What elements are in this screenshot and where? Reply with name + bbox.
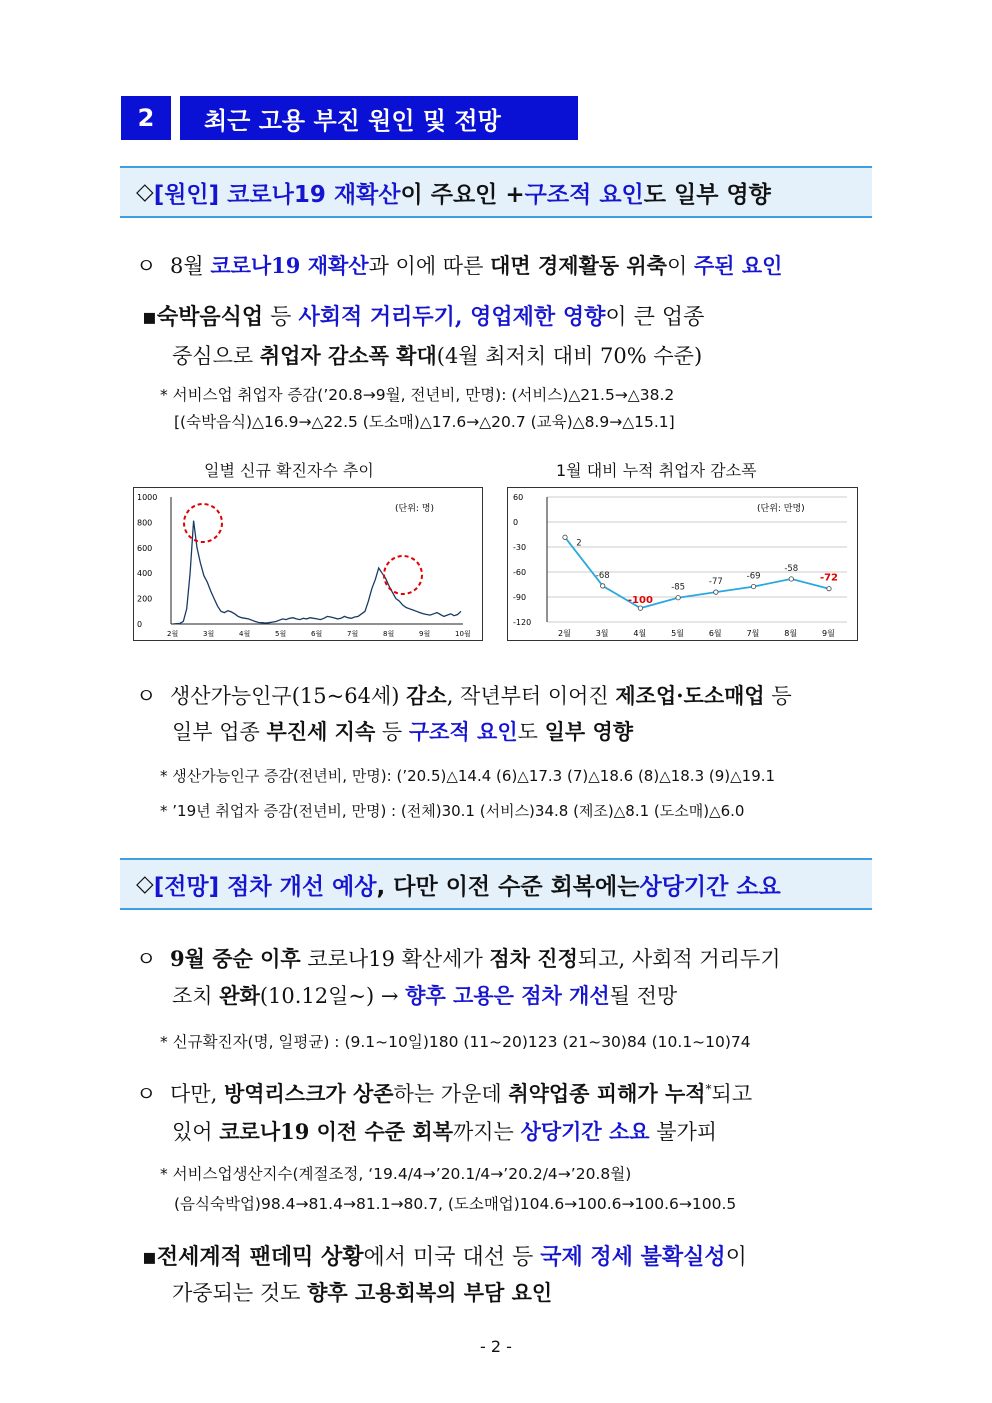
emphasis: 향후 고용회복의 부담 요인 xyxy=(307,1280,553,1305)
y-tick-label: 1000 xyxy=(137,493,158,502)
text: 불가피 xyxy=(649,1120,718,1144)
x-tick-label: 9월 xyxy=(822,629,835,638)
text: (4월 최저치 대비 70% 수준) xyxy=(436,344,703,368)
data-point xyxy=(563,535,567,539)
banner-structural: 구조적 요인 xyxy=(524,181,644,208)
emphasis: 감소 xyxy=(406,683,447,708)
section-number: 2 xyxy=(121,96,171,140)
x-tick-label: 3월 xyxy=(203,630,215,638)
data-point xyxy=(789,577,793,581)
text: (10.12일~) → xyxy=(259,984,406,1008)
emphasis: 취약업종 피해가 누적 xyxy=(508,1081,706,1106)
paragraph-2-line2 xyxy=(172,716,633,746)
x-tick-label: 4월 xyxy=(239,630,251,638)
text: 이 xyxy=(666,254,694,278)
sub-bullet-2-line2 xyxy=(172,1277,552,1307)
square-bullet-icon: ▪ xyxy=(142,1245,157,1270)
x-tick-label: 5월 xyxy=(671,629,684,638)
emphasis: 제조업·도소매업 xyxy=(615,683,765,708)
chart-2-title: 1월 대비 누적 취업자 감소폭 xyxy=(556,461,757,480)
paragraph-2 xyxy=(136,680,792,710)
text: 등 xyxy=(263,305,299,330)
cause-banner xyxy=(120,166,872,218)
section-title: 최근 고용 부진 원인 및 전망 xyxy=(180,96,578,140)
text: 등 xyxy=(764,684,792,708)
chart-2-unit: (단위: 만명) xyxy=(757,504,805,514)
paragraph-3 xyxy=(136,943,781,973)
sub-bullet-1 xyxy=(142,300,704,331)
data-point xyxy=(676,595,680,599)
banner-text: 이 주요인 + xyxy=(400,181,525,208)
employment-decline-chart xyxy=(507,487,858,641)
data-point xyxy=(827,586,831,590)
bullet-icon: ㅇ xyxy=(136,947,157,971)
chart-1-unit: (단위: 명) xyxy=(395,504,434,514)
text: 과 이에 따른 xyxy=(368,254,491,278)
note-2-line1: * 생산가능인구 증감(전년비, 만명): (’20.5)△14.4 (6)△17.3 (7)△18.6 (8)△18.3 (9)△19.1 xyxy=(160,767,776,785)
sub-bullet-2 xyxy=(142,1240,747,1271)
data-point xyxy=(638,606,642,610)
text: 중심으로 xyxy=(172,344,260,368)
banner-duration: 상당기간 소요 xyxy=(639,873,781,900)
data-label: -100 xyxy=(627,595,653,607)
data-point xyxy=(714,590,718,594)
text: 되고 xyxy=(711,1082,753,1106)
text: 되고, 사회적 거리두기 xyxy=(577,947,781,971)
x-tick-label: 7월 xyxy=(347,630,359,638)
y-tick-label: -90 xyxy=(513,593,527,602)
y-tick-label: 200 xyxy=(137,594,153,604)
text: 이 큰 업종 xyxy=(605,305,705,330)
note-3: * 신규확진자(명, 일평균) : (9.1~10일)180 (11~20)123 (21~30)84 (10.1~10)74 xyxy=(160,1033,751,1051)
x-tick-label: 2월 xyxy=(167,630,179,638)
emphasis: 부진세 지속 xyxy=(266,719,376,744)
emphasis: 점차 진정 xyxy=(489,946,578,971)
x-tick-label: 9월 xyxy=(419,630,431,638)
y-tick-label: -120 xyxy=(513,618,532,627)
highlight: 사회적 거리두기, 영업제한 영향 xyxy=(298,304,606,330)
emphasis: 코로나19 이전 수준 회복 xyxy=(219,1119,453,1144)
emphasis: 일부 영향 xyxy=(544,719,634,744)
banner-text-end: 도 일부 영향 xyxy=(643,181,771,208)
y-tick-label: 60 xyxy=(513,493,524,502)
x-tick-label: 3월 xyxy=(595,629,609,638)
text: 에서 미국 대선 등 xyxy=(363,1245,541,1270)
y-tick-label: 0 xyxy=(137,620,143,629)
note-2-line2: * ’19년 취업자 증감(전년비, 만명) : (전체)30.1 (서비스)34.8 (제조)△8.1 (도소매)△6.0 xyxy=(160,802,745,820)
x-tick-label: 4월 xyxy=(633,629,647,638)
data-label: 2 xyxy=(576,538,582,549)
note-1-line2: [(숙박음식)△16.9→△22.5 (도소매)△17.6→△20.7 (교육)△8.9→△15.1] xyxy=(174,413,675,431)
text: 생산가능인구(15~64세) xyxy=(170,684,407,708)
highlight: 상당기간 소요 xyxy=(520,1119,650,1144)
highlight: 주된 요인 xyxy=(693,253,783,278)
text: 될 전망 xyxy=(609,984,678,1008)
sub-bullet-1-line2 xyxy=(172,340,702,370)
text: 있어 xyxy=(172,1120,220,1144)
data-label: -85 xyxy=(671,582,686,593)
emphasis: 9월 중순 이후 xyxy=(170,946,301,971)
x-tick-label: 5월 xyxy=(275,630,287,638)
emphasis: 전세계적 팬데믹 상황 xyxy=(156,1244,364,1270)
text: 도 xyxy=(517,720,545,744)
diamond-icon: ◇ xyxy=(136,871,154,897)
x-tick-label: 8월 xyxy=(383,630,395,638)
text: 까지는 xyxy=(452,1120,521,1144)
bullet-icon: ㅇ xyxy=(136,684,157,708)
data-label: -72 xyxy=(819,572,839,584)
data-label: -69 xyxy=(746,571,761,582)
page-number: - 2 - xyxy=(480,1337,512,1356)
bullet-icon: ㅇ xyxy=(136,254,157,278)
diamond-icon: ◇ xyxy=(136,179,154,205)
text: 하는 가운데 xyxy=(393,1082,509,1106)
note-1-line1: * 서비스업 취업자 증감(’20.8→9월, 전년비, 만명): (서비스)△21.5→△38.2 xyxy=(160,386,675,404)
data-label: -77 xyxy=(708,577,723,588)
y-tick-label: -30 xyxy=(513,543,527,552)
data-point xyxy=(601,584,605,588)
outlook-banner xyxy=(120,858,872,910)
note-4-line2: (음식숙박업)98.4→81.4→81.1→80.7, (도소매업)104.6→100.6→100.6→100.5 xyxy=(174,1195,737,1213)
y-tick-label: 0 xyxy=(513,518,519,527)
paragraph-3-line2 xyxy=(172,980,677,1010)
x-tick-label: 6월 xyxy=(311,630,323,638)
x-tick-label: 2월 xyxy=(558,629,571,638)
highlight: 향후 고용은 점차 개선 xyxy=(405,983,610,1008)
note-4-line1: * 서비스업생산지수(계절조정, ‘19.4/4→’20.1/4→’20.2/4→’20.8월) xyxy=(160,1165,632,1183)
paragraph-4 xyxy=(136,1078,752,1108)
paragraph-4-line2 xyxy=(172,1116,717,1146)
banner-cause-label: [원인] 코로나19 재확산 xyxy=(153,181,401,208)
square-bullet-icon: ▪ xyxy=(142,305,157,330)
banner-text: , 다만 이전 수준 회복에는 xyxy=(376,873,640,900)
daily-cases-chart xyxy=(133,487,483,641)
highlight: 국제 정세 불확실성 xyxy=(540,1244,726,1270)
highlight: 구조적 요인 xyxy=(408,719,518,744)
y-tick-label: -60 xyxy=(513,568,527,577)
text: 조치 xyxy=(172,984,220,1008)
bullet-icon: ㅇ xyxy=(136,1082,157,1106)
text: 코로나19 확산세가 xyxy=(300,947,490,971)
text: 다만, xyxy=(170,1082,224,1106)
emphasis: 완화 xyxy=(219,983,260,1008)
x-tick-label: 10월 xyxy=(455,630,471,638)
text: 일부 업종 xyxy=(172,720,267,744)
banner-outlook-label: [전망] 점차 개선 예상 xyxy=(153,873,377,900)
footnote-mark: * xyxy=(705,1082,712,1096)
emphasis: 대면 경제활동 위축 xyxy=(490,253,667,278)
x-tick-label: 6월 xyxy=(708,629,722,638)
text: 등 xyxy=(375,720,409,744)
emphasis: 취업자 감소폭 확대 xyxy=(259,343,437,368)
text: 가중되는 것도 xyxy=(172,1281,308,1305)
x-tick-label: 8월 xyxy=(784,629,798,638)
text: , 작년부터 이어진 xyxy=(446,684,616,708)
paragraph-1 xyxy=(136,250,782,280)
highlight: 코로나19 재확산 xyxy=(210,253,369,278)
y-tick-label: 600 xyxy=(137,543,153,553)
data-point xyxy=(751,584,755,588)
emphasis: 숙박음식업 xyxy=(156,304,264,330)
text: 8월 xyxy=(170,254,211,278)
x-tick-label: 7월 xyxy=(746,629,760,638)
emphasis: 방역리스크가 상존 xyxy=(223,1081,394,1106)
data-label: -58 xyxy=(784,563,799,574)
y-tick-label: 400 xyxy=(137,569,153,579)
text: 이 xyxy=(725,1245,747,1270)
data-label: -68 xyxy=(595,570,610,581)
y-tick-label: 800 xyxy=(137,518,153,528)
chart-1-title: 일별 신규 확진자수 추이 xyxy=(204,461,374,480)
